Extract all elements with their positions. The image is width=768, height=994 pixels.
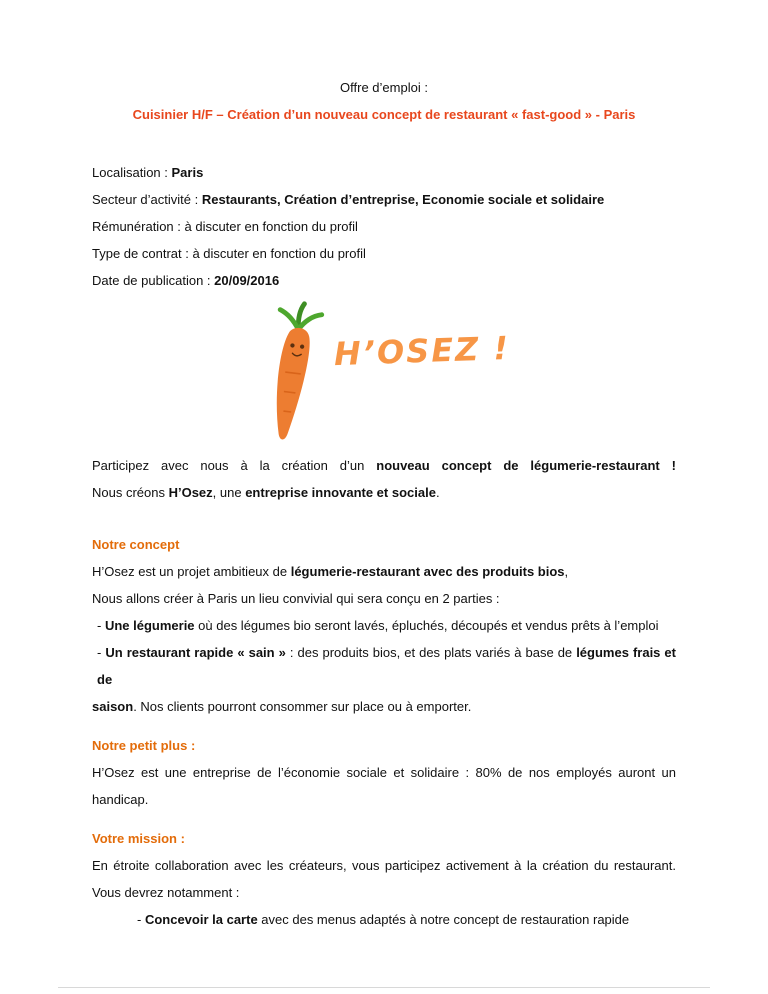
- intro-line-1: [92, 452, 676, 479]
- concept-text-bold: légumes frais et de: [97, 645, 676, 687]
- mission-line-1: En étroite collaboration avec les créateurs, vous participez activement à la création du restaurant.: [92, 858, 676, 873]
- intro-text: Participez avec nous à la création d’un: [92, 458, 377, 473]
- detail-type-contrat: Type de contrat : à discuter en fonction du profil: [92, 246, 366, 261]
- detail-secteur-label: Secteur d’activité :: [92, 192, 202, 207]
- mission-text: -: [137, 912, 145, 927]
- concept-item-restaurant-line-2: [92, 693, 676, 720]
- page-bottom-divider: [58, 987, 710, 988]
- hosez-logo: [92, 300, 676, 446]
- concept-text-bold: Une légumerie: [104, 618, 195, 633]
- mission-text: avec des menus adaptés à notre concept de restauration rapide: [257, 912, 630, 927]
- concept-text: : des produits bios, et des plats variés à base de: [285, 645, 577, 660]
- concept-text: -: [97, 645, 106, 660]
- intro-text: .: [435, 485, 440, 500]
- detail-publication: [92, 267, 676, 294]
- offer-label: Offre d’emploi :: [340, 80, 428, 95]
- concept-text: ,: [564, 564, 569, 579]
- intro-text-bold: entreprise innovante et sociale: [245, 485, 436, 500]
- concept-line-1: [92, 558, 676, 585]
- concept-text: où des légumes bio seront lavés, épluchés, découpés et vendus prêts à l’emploi: [194, 618, 659, 633]
- concept-text: H’Osez est un projet ambitieux de: [92, 564, 291, 579]
- intro-line-2: [92, 479, 676, 506]
- section-heading-petit-plus: Notre petit plus :: [92, 738, 196, 753]
- detail-localisation: [92, 159, 676, 186]
- mission-bullet-carte: [92, 906, 676, 933]
- intro-text-bold: H’Osez: [168, 485, 213, 500]
- concept-text-bold: légumerie-restaurant avec des produits bios: [290, 564, 565, 579]
- petit-plus-line-1: H’Osez est une entreprise de l’économie sociale et solidaire : 80% de nos employés auront un: [92, 765, 676, 780]
- detail-publication-label: Date de publication :: [92, 273, 215, 288]
- job-details: [92, 159, 676, 294]
- petit-plus-line-2: handicap.: [92, 792, 149, 807]
- detail-localisation-label: Localisation :: [92, 165, 172, 180]
- intro-text-bold: nouveau concept de légumerie-restaurant !: [376, 458, 676, 473]
- carrot-icon: [258, 300, 328, 446]
- concept-item-legumerie: [92, 612, 676, 639]
- job-title: Cuisinier H/F – Création d’un nouveau concept de restaurant « fast-good » - Paris: [132, 107, 636, 122]
- concept-item-restaurant-line-1: [92, 639, 676, 693]
- detail-remuneration: Rémunération : à discuter en fonction du profil: [92, 219, 358, 234]
- mission-text-bold: Concevoir la carte: [144, 912, 258, 927]
- concept-text-bold: saison: [92, 699, 134, 714]
- detail-secteur: [92, 186, 676, 213]
- section-heading-mission: Votre mission :: [92, 831, 185, 846]
- concept-line-2: Nous allons créer à Paris un lieu convivial qui sera conçu en 2 parties :: [92, 591, 500, 606]
- detail-localisation-value: Paris: [171, 165, 204, 180]
- detail-publication-value: 20/09/2016: [214, 273, 280, 288]
- logo-text: H’OSEZ !: [333, 328, 511, 374]
- detail-secteur-value: Restaurants, Création d’entreprise, Economie sociale et solidaire: [201, 192, 605, 207]
- concept-text-bold: Un restaurant rapide « sain »: [105, 645, 286, 660]
- concept-text: -: [97, 618, 105, 633]
- mission-line-2: Vous devrez notamment :: [92, 885, 240, 900]
- concept-text: . Nos clients pourront consommer sur place ou à emporter.: [133, 699, 472, 714]
- section-heading-concept: Notre concept: [92, 537, 180, 552]
- intro-text: Nous créons: [92, 485, 169, 500]
- intro-text: , une: [212, 485, 246, 500]
